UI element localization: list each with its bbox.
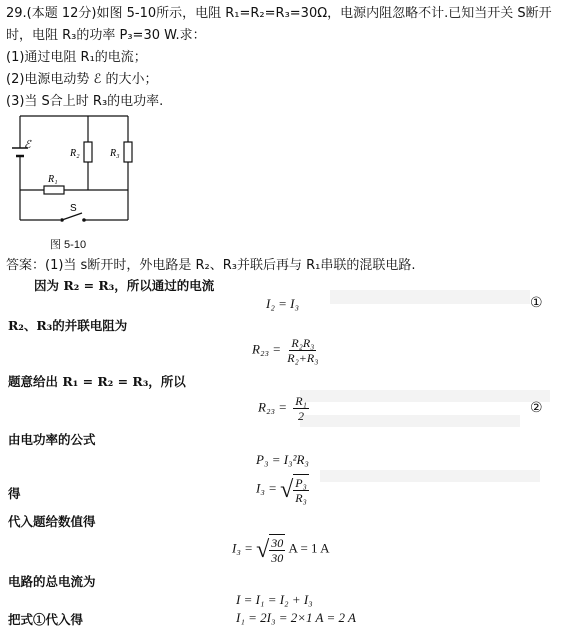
resistor-r3 xyxy=(124,142,132,162)
figure-caption: 图 5-10 xyxy=(50,239,87,251)
equation-6-denominator: 30 xyxy=(271,551,284,565)
equation-marker-1: ① xyxy=(530,295,543,311)
equation-8: I₁ = 2I₃ = 2×1 A = 2 A xyxy=(236,610,356,625)
emf-label: ℰ xyxy=(24,139,31,151)
equation-5-denominator: R₃ xyxy=(295,491,307,505)
equation-5 xyxy=(256,474,309,505)
answer-text-5: 得 xyxy=(8,486,21,501)
equation-6-numerator: 30 xyxy=(271,536,284,550)
switch-symbol xyxy=(20,213,128,222)
resistor-r2 xyxy=(84,142,92,162)
equation-5-lhs: I₃ = xyxy=(256,480,277,496)
question-part-3: (3)当 S合上时 R₃的电功率. xyxy=(6,94,164,109)
r3-label: R₃ xyxy=(110,148,120,159)
answer-text-7: 电路的总电流为 xyxy=(8,574,96,589)
switch-label: S xyxy=(70,203,77,214)
sqrt-sign-5: √ $\frac{\text{P₃}}{\text{R₃}}$ xyxy=(280,476,307,505)
answer-text-1: 因为 R₂ = R₃，所以通过的电流 xyxy=(34,278,215,293)
equation-7: I = I₁ = I₂ + I₃ xyxy=(236,592,313,607)
equation-3-lhs: R₂₃ = xyxy=(258,399,288,415)
equation-6-lhs: I₃ = xyxy=(232,540,253,556)
circuit-diagram xyxy=(8,110,138,250)
equation-1: I₂ = I₃ xyxy=(266,296,299,311)
equation-4: P₃ = I₃²R₃ xyxy=(256,452,309,467)
equation-3-fraction xyxy=(293,394,309,423)
equation-6-rhs: A = 1 A xyxy=(288,540,330,556)
answer-text-3: 题意给出 R₁ = R₂ = R₃，所以 xyxy=(8,374,186,389)
equation-3-numerator: R₁ xyxy=(295,394,307,408)
equation-2-lhs: R₂₃ = xyxy=(252,341,282,357)
question-line-2: 时，电阻 R₃的功率 P₃=30 W.求： xyxy=(6,28,206,43)
equation-6 xyxy=(232,534,329,565)
equation-2 xyxy=(252,336,321,365)
answer-text-8: 把式①代入得 xyxy=(8,612,84,627)
answer-text-6: 代入题给数值得 xyxy=(8,514,96,529)
sqrt-sign-6: √ $\frac{30}{30}$ xyxy=(256,536,284,565)
r1-label: R₁ xyxy=(48,174,58,185)
equation-2-numerator: R₂R₃ xyxy=(291,336,315,350)
answer-intro: 答案：(1)当 s断开时，外电路是 R₂、R₃并联后再与 R₁串联的混联电路. xyxy=(6,258,416,273)
equation-2-fraction xyxy=(287,336,318,365)
answer-text-2: R₂、R₃的并联电阻为 xyxy=(8,318,128,333)
equation-3 xyxy=(258,394,312,423)
equation-3-denominator: 2 xyxy=(298,409,305,423)
r2-label: R₂ xyxy=(70,148,80,159)
resistor-r1 xyxy=(44,186,64,194)
question-part-2: (2)电源电动势 ℰ 的大小； xyxy=(6,72,158,87)
answer-text-4: 由电功率的公式 xyxy=(8,432,96,447)
equation-marker-2: ② xyxy=(530,400,543,416)
question-line-1: 29.(本题 12分)如图 5-10所示，电阻 R₁=R₂=R₃=30Ω，电源内阻忽略不计.已知当开关 S断开 xyxy=(6,6,552,21)
equation-2-denominator: R₂+R₃ xyxy=(287,351,319,365)
equation-5-numerator: P₃ xyxy=(295,476,307,490)
question-part-1: (1)通过电阻 R₁的电流； xyxy=(6,50,147,65)
